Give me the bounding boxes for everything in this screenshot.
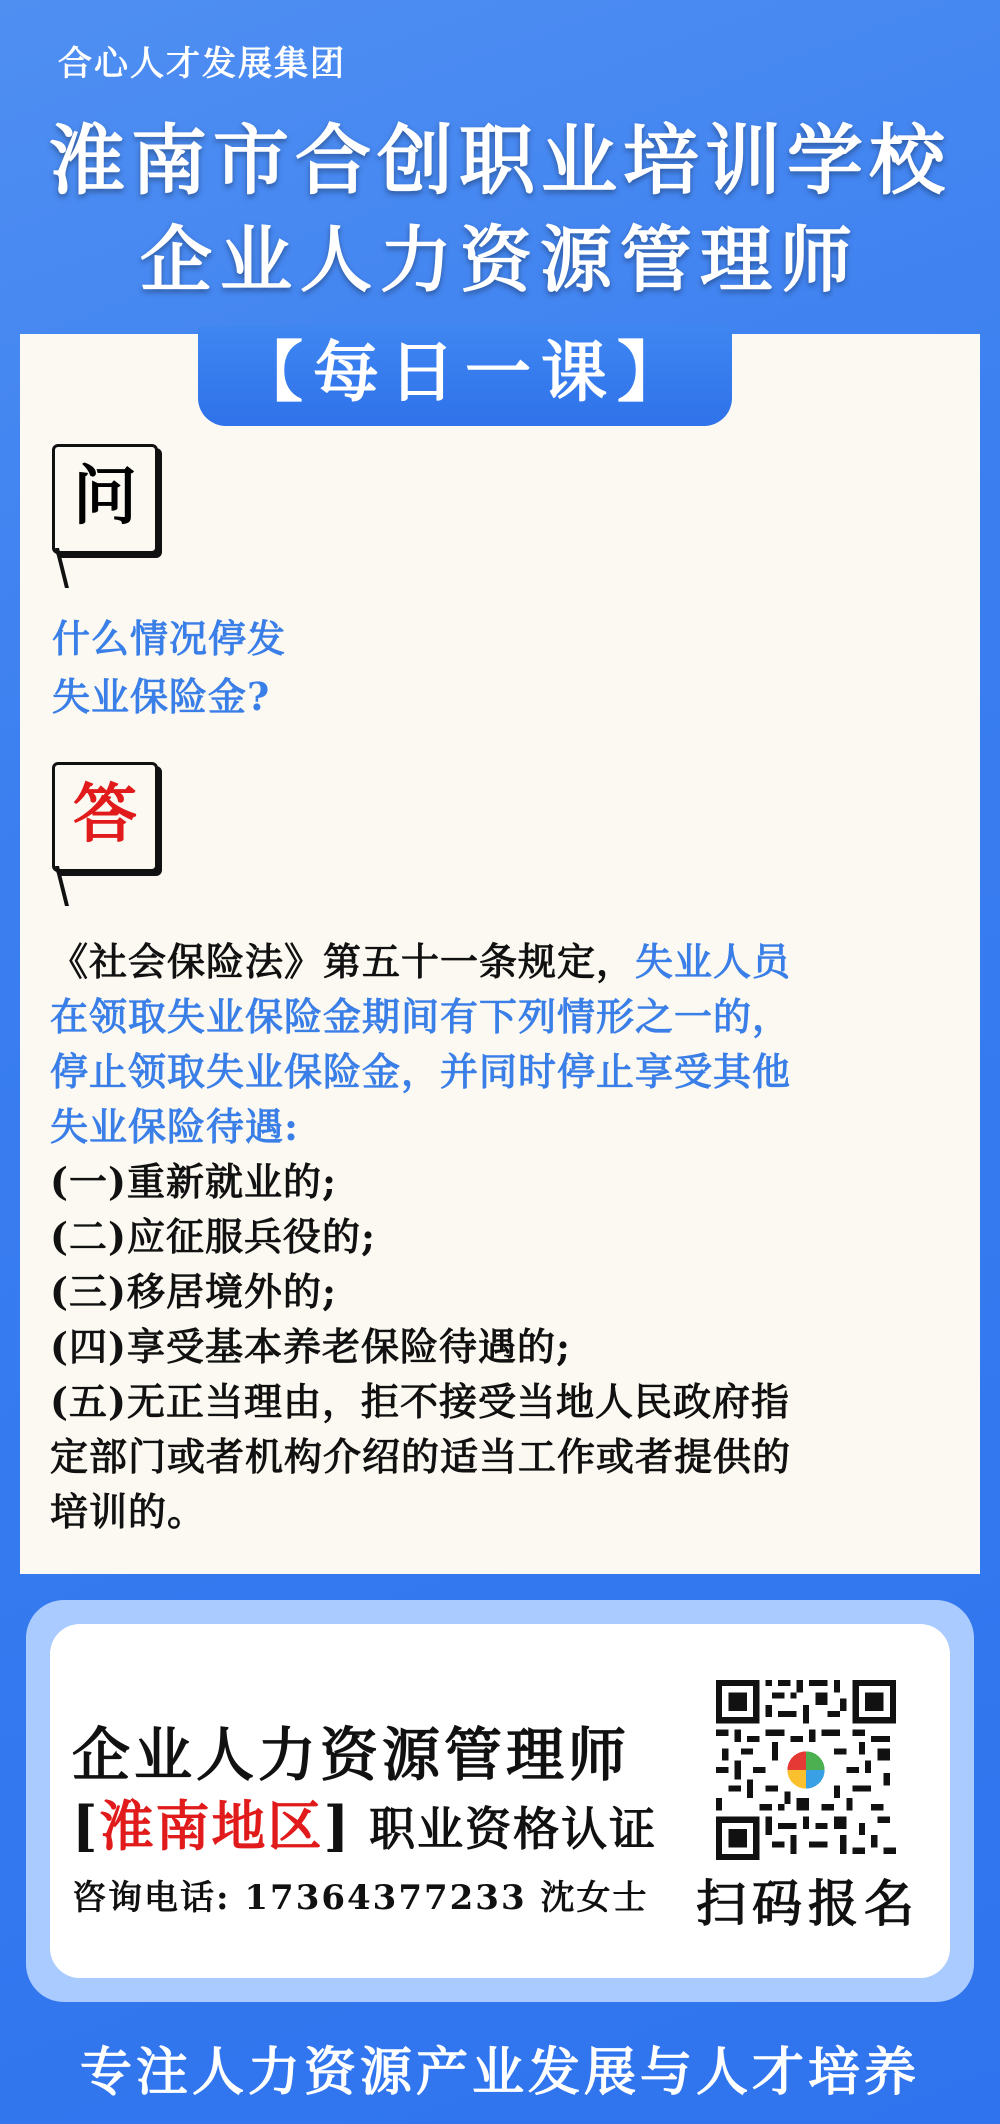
answer-item: (三)移居境外的; (50, 1269, 337, 1314)
daily-lesson-tab: 【每日一课】 (198, 326, 732, 426)
footer-title: 企业人力资源管理师 (72, 1721, 631, 1789)
answer-highlight: 失业人员 (635, 939, 792, 984)
cert-label: 职业资格认证 (369, 1802, 658, 1856)
bracket-open: [ (72, 1794, 100, 1858)
scan-to-register-label: 扫码报名 (696, 1874, 920, 1933)
question-text (52, 610, 286, 726)
group-name: 合心人才发展集团 (58, 44, 346, 84)
footer-certification (72, 1784, 657, 1861)
region-label: 淮南地区 (99, 1794, 324, 1858)
question-line: 什么情况停发 (52, 616, 287, 661)
qr-code-icon[interactable] (716, 1680, 896, 1860)
answer-line: 在领取失业保险金期间有下列情形之一的， (50, 994, 792, 1039)
question-icon: 问 (52, 444, 158, 554)
law-citation: 《社会保险法》第五十一条规定， (50, 939, 636, 984)
answer-line (50, 934, 950, 989)
answer-line: 停止领取失业保险金，并同时停止享受其他 (50, 1049, 792, 1094)
answer-item: (五)无正当理由，拒不接受当地人民政府指 (50, 1379, 790, 1424)
answer-item: 定部门或者机构介绍的适当工作或者提供的 (50, 1434, 792, 1479)
question-line: 失业保险金? (52, 674, 271, 719)
slogan: 专注人力资源产业发展与人才培养 (79, 2042, 920, 2103)
answer-item: 培训的。 (50, 1489, 207, 1534)
school-name: 淮南市合创职业培训学校 (49, 116, 951, 205)
bracket-close: ] (323, 1794, 352, 1858)
contact-phone: 咨询电话: 17364377233 沈女士 (72, 1878, 649, 1918)
answer-text (50, 934, 950, 1539)
answer-item: (四)享受基本养老保险待遇的; (50, 1324, 571, 1369)
answer-line: 失业保险待遇: (50, 1104, 300, 1149)
answer-item: (二)应征服兵役的; (50, 1214, 376, 1259)
answer-icon: 答 (52, 762, 158, 872)
program-title: 企业人力资源管理师 (139, 217, 860, 302)
answer-item: (一)重新就业的; (50, 1159, 337, 1204)
